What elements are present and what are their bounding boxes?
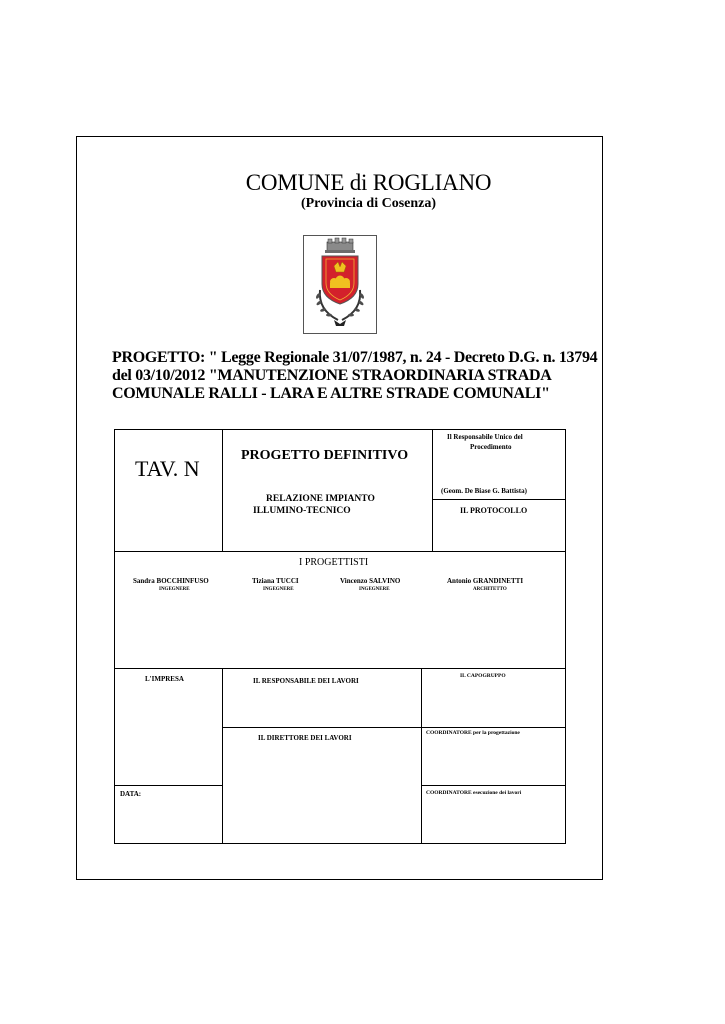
coord-exec-label: COORDINATORE esecuzione dei lavori	[426, 790, 522, 796]
direttore-label: IL DIRETTORE DEI LAVORI	[258, 734, 352, 742]
progettista-name: Antonio GRANDINETTI	[447, 577, 524, 585]
crest-frame	[303, 235, 377, 334]
project-line: COMUNALE RALLI - LARA E ALTRE STRADE COMUNALI"	[112, 385, 550, 402]
progettista-name: Tiziana TUCCI	[252, 577, 299, 585]
responsabile-label: Il Responsabile Unico del	[447, 433, 523, 441]
progettista-role: ARCHITETTO	[473, 587, 507, 592]
project-description	[112, 349, 598, 403]
coord-prog-label: COORDINATORE per la progettazione	[426, 730, 520, 736]
protocollo-label: IL PROTOCOLLO	[460, 506, 528, 515]
relazione-line: RELAZIONE IMPIANTO	[266, 494, 375, 504]
progettista-name: Sandra BOCCHINFUSO	[133, 577, 209, 585]
page-title: COMUNE di ROGLIANO	[245, 170, 492, 195]
progettista-role: INGEGNERE	[159, 587, 190, 592]
progettista-role: INGEGNERE	[263, 587, 294, 592]
responsabile-name: (Geom. De Biase G. Battista)	[441, 487, 527, 495]
project-line: del 03/10/2012 "MANUTENZIONE STRAORDINARIA STRADA	[112, 367, 552, 384]
relazione-line: ILLUMINO-TECNICO	[253, 506, 351, 516]
progettisti-title: I PROGETTISTI	[299, 557, 369, 568]
progettista-name: Vincenzo SALVINO	[340, 577, 401, 585]
data-label: DATA:	[120, 790, 142, 798]
progetto-label: PROGETTO DEFINITIVO	[241, 448, 409, 463]
page-subtitle: (Provincia di Cosenza)	[300, 196, 437, 211]
impresa-label: L'IMPRESA	[145, 675, 184, 683]
responsabile-label: Procedimento	[470, 443, 512, 451]
progettista-role: INGEGNERE	[359, 587, 390, 592]
capogruppo-label: IL CAPOGRUPPO	[460, 673, 506, 679]
coat-of-arms-icon	[304, 236, 376, 333]
title-block-table	[114, 429, 566, 844]
tav-label: TAV. N	[135, 456, 200, 481]
resp-lavori-label: IL RESPONSABILE DEI LAVORI	[253, 677, 359, 685]
project-line: PROGETTO: " Legge Regionale 31/07/1987, n. 24 - Decreto D.G. n. 13794	[112, 349, 598, 366]
